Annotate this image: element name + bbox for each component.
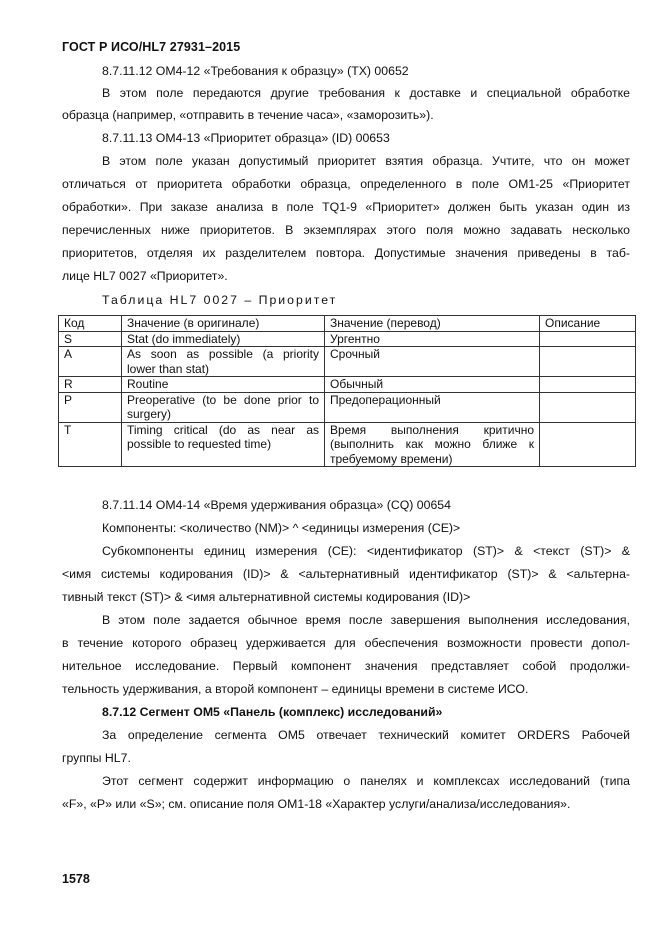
paragraph-line: В этом поле указан допустимый приоритет взятия образца. Учтите, что он может [102,154,630,168]
paragraph-line: нительное исследование. Первый компонент значения представляет собой продолжи- [62,659,630,673]
table-cell-code: R [59,377,122,393]
paragraph-line: <имя системы кодирования (ID)> & <альтернативный идентификатор (ST)> & <альтерна- [62,567,630,581]
table-cell-code: S [59,331,122,347]
table-header-cell: Описание [540,316,636,332]
table-cell-original: Timing critical (do as near as possible to requested time) [122,422,325,467]
paragraph-line: обработки». При заказе анализа в поле TQ1-9 «Приоритет» должен быть указан один из [62,200,630,214]
table-cell-translation: Обычный [325,377,540,393]
table-cell-original: Preoperative (to be done prior to surgery) [122,392,325,422]
paragraph-line: приоритетов, отделяя их разделителем повтора. Допустимые значения приведены в таб- [62,246,630,260]
table-cell-code: A [59,347,122,377]
section-heading-om4-14: 8.7.11.14 OM4-14 «Время удерживания образца» (CQ) 00654 [102,498,451,512]
table-row [59,331,636,347]
paragraph-line: Этот сегмент содержит информацию о панелях и комплексах исследований (типа [102,774,630,788]
table-row [59,422,636,467]
table-cell-original: As soon as possible (a priority lower than stat) [122,347,325,377]
paragraph-line: тивный текст (ST)> & <имя альтернативной системы кодирования (ID)> [62,590,471,604]
paragraph-line: группы HL7. [62,751,131,765]
table-cell-description [540,422,636,467]
priority-table [58,315,636,467]
paragraph-line: образца (например, «отправить в течение часа», «заморозить»). [62,108,434,122]
table-cell-description [540,392,636,422]
table-cell-translation: Время выполнения критично (выполнить как можно ближе к требуемому времени) [325,422,540,467]
table-row [59,347,636,377]
paragraph-line: В этом поле задается обычное время после завершения выполнения исследования, [102,613,630,627]
section-heading-om4-12: 8.7.11.12 OM4-12 «Требования к образцу» (TX) 00652 [102,64,409,78]
table-row [59,377,636,393]
table-row [59,392,636,422]
table-header-cell: Код [59,316,122,332]
table-cell-original: Stat (do immediately) [122,331,325,347]
table-cell-description [540,331,636,347]
paragraph-line: тельность удерживания, а второй компонент – единицы времени в системе ИСО. [62,682,529,696]
section-heading-om5: 8.7.12 Сегмент OM5 «Панель (комплекс) исследований» [102,705,443,719]
paragraph-line: лице HL7 0027 «Приоритет». [62,269,228,283]
page-number: 1578 [62,872,90,886]
table-cell-translation: Предоперационный [325,392,540,422]
table-cell-code: P [59,392,122,422]
paragraph-line: За определение сегмента OM5 отвечает технический комитет ORDERS Рабочей [102,728,630,742]
section-heading-om4-13: 8.7.11.13 OM4-13 «Приоритет образца» (ID) 00653 [102,131,390,145]
table-cell-description [540,347,636,377]
table-header-cell: Значение (перевод) [325,316,540,332]
table-cell-description [540,377,636,393]
document-header: ГОСТ Р ИСО/HL7 27931–2015 [62,40,241,54]
table-cell-translation: Ургентно [325,331,540,347]
paragraph-line: в течение которого образец удерживается для обеспечения возможности провести допол- [62,636,630,650]
paragraph-line: Компоненты: <количество (NM)> ^ <единицы измерения (CE)> [102,521,461,535]
table-header-cell: Значение (в оригинале) [122,316,325,332]
paragraph-line: «F», «P» или «S»; см. описание поля OM1-18 «Характер услуги/анализа/исследования». [62,797,571,811]
paragraph-line: перечисленных ниже приоритетов. В экземплярах этого поля можно задавать несколько [62,223,630,237]
table-caption: Таблица HL7 0027 – Приоритет [102,293,338,307]
paragraph-line: Субкомпоненты единиц измерения (CE): <идентификатор (ST)> & <текст (ST)> & [102,544,630,558]
paragraph-line: отличаться от приоритета обработки образца, определенного в поле OM1-25 «Приоритет [62,177,630,191]
table-header-row [59,316,636,332]
table-cell-translation: Срочный [325,347,540,377]
table-cell-original: Routine [122,377,325,393]
table-cell-code: T [59,422,122,467]
paragraph-line: В этом поле передаются другие требования к доставке и специальной обработке [102,86,630,100]
